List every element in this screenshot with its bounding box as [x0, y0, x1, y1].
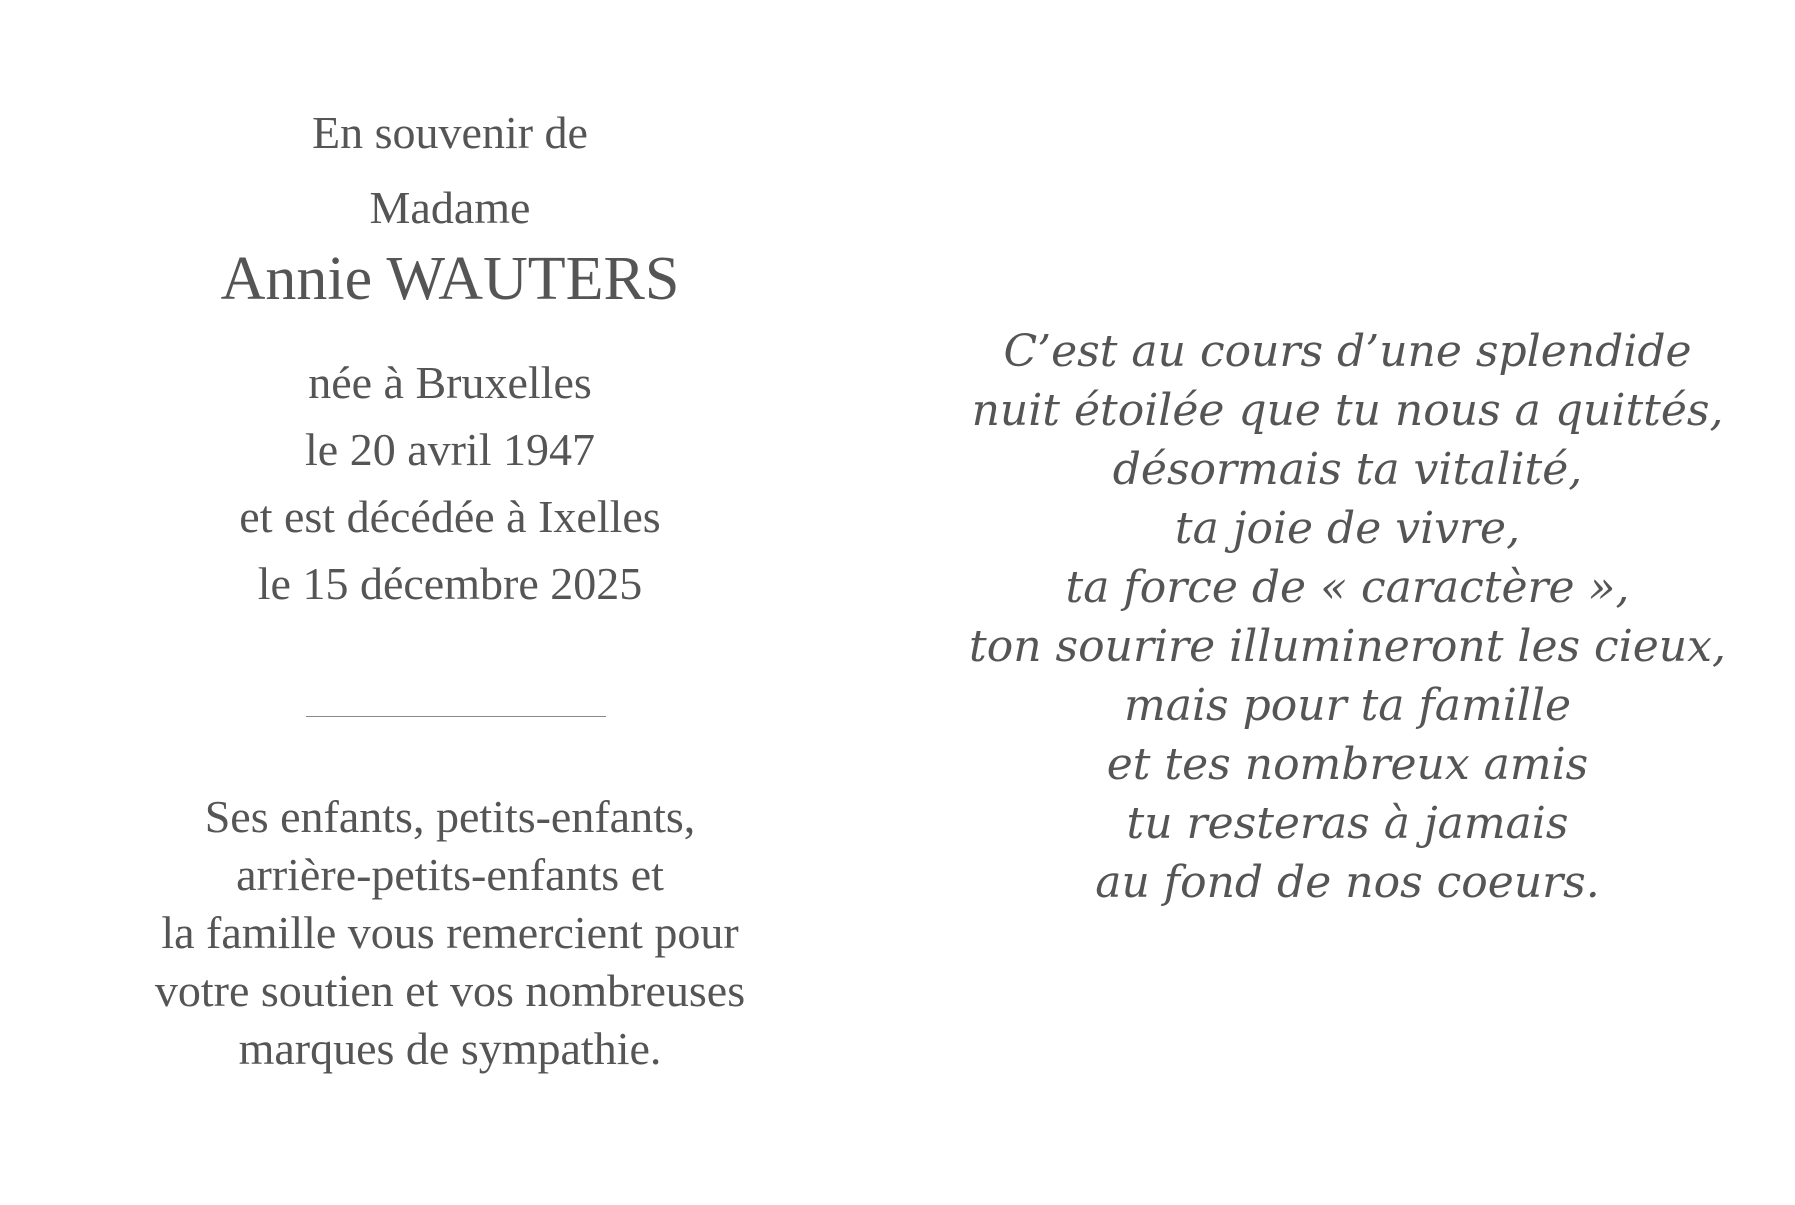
birth-date: le 20 avril 1947: [305, 424, 595, 475]
title-line: Madame: [369, 182, 531, 233]
poem-line: désormais ta vitalité,: [1112, 444, 1583, 495]
thanks-line: la famille vous remercient pour: [161, 907, 739, 958]
thanks-line: Ses enfants, petits-enfants,: [204, 791, 696, 842]
deceased-name: Annie WAUTERS: [220, 245, 680, 313]
death-date: le 15 décembre 2025: [257, 558, 643, 609]
poem-line: ta joie de vivre,: [1174, 503, 1521, 554]
poem-line: ta force de « caractère »,: [1065, 562, 1630, 613]
thanks-line: marques de sympathie.: [238, 1023, 662, 1074]
memorial-poem-panel: [900, 0, 1795, 1205]
poem-line: nuit étoilée que tu nous a quittés,: [971, 385, 1724, 436]
poem-line: C’est au cours d’une splendide: [1003, 326, 1692, 377]
poem-line: ton sourire illumineront les cieux,: [969, 621, 1726, 672]
poem-line: mais pour ta famille: [1123, 680, 1571, 731]
birth-place: née à Bruxelles: [308, 357, 592, 408]
intro-line: En souvenir de: [312, 107, 588, 158]
poem-line: au fond de nos coeurs.: [1095, 857, 1600, 908]
poem-line: et tes nombreux amis: [1106, 739, 1589, 790]
thanks-line: votre soutien et vos nombreuses: [154, 965, 746, 1016]
poem-line: tu resteras à jamais: [1126, 798, 1569, 849]
divider: [306, 716, 606, 717]
death-place: et est décédée à Ixelles: [239, 491, 661, 542]
thanks-line: arrière-petits-enfants et: [236, 849, 664, 900]
